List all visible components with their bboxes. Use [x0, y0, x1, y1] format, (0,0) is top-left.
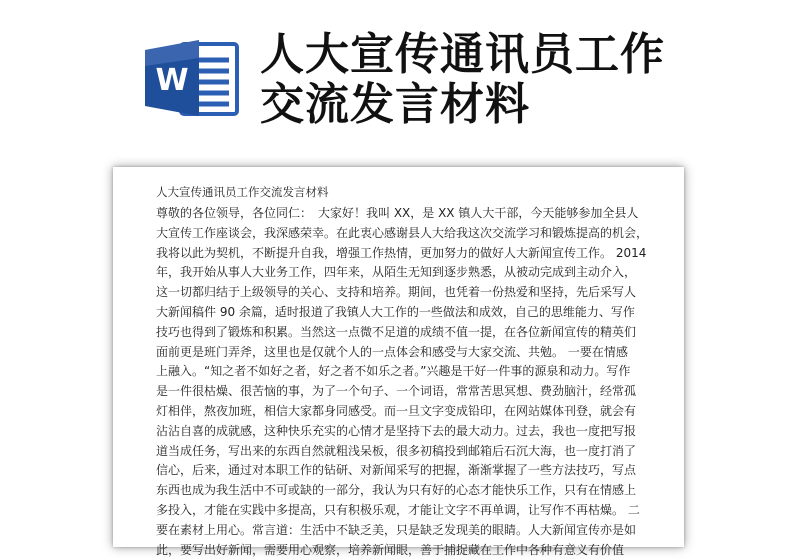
page-title — [260, 30, 760, 130]
word-document-icon — [143, 38, 243, 118]
document-page — [113, 167, 684, 557]
document-line: 尊敬的各位领导，各位同仁： 大家好！我叫 XX，是 XX 镇人大干部，今天能够参加全县人 — [156, 206, 639, 220]
document-line: 这一切都归结于上级领导的关心、支持和培养。期间，也凭着一份热爱和坚持，先后采写人 — [156, 285, 637, 300]
document-line: 大宣传工作座谈会，我深感荣幸。在此衷心感谢县人大给我这次交流学习和锻炼提高的机会， — [156, 225, 649, 240]
document-line: 东西也成为我生活中不可或缺的一部分，我认为只有好的心态才能快乐工作，只有在情感上 — [156, 483, 637, 498]
document-line: 上融入。“知之者不如好之者，好之者不如乐之者。”兴趣是干好一件事的源泉和动力。写作 — [156, 364, 631, 379]
document-title: 人大宣传通讯员工作交流发言材料 — [156, 185, 329, 199]
document-line: 多投入，才能在实践中多提高，只有积极乐观，才能让文字不再单调，让写作不再枯燥。 二 — [156, 502, 640, 517]
document-line: 我将以此为契机，不断提升自我，增强工作热情，更加努力的做好人大新闻宣传工作。 2014 — [156, 245, 647, 260]
document-body — [156, 204, 656, 560]
document-line: 技巧也得到了锻炼和积累。当然这一点微不足道的成绩不值一提，在各位新闻宣传的精英们 — [156, 324, 637, 339]
document-line: 面前更是班门弄斧，这里也是仅就个人的一点体会和感受与大家交流、共勉。 一要在情感 — [156, 344, 628, 359]
document-line: 大新闻稿件 90 余篇，适时报道了我镇人大工作的一些做法和成效，自己的思维能力、写作 — [156, 304, 635, 319]
document-line: 信心，后来，通过对本职工作的钻研、对新闻采写的把握，渐渐掌握了一些方法技巧，写点 — [156, 463, 637, 478]
page-title-line-2: 交流发言材料 — [260, 79, 530, 130]
header-banner — [0, 0, 800, 165]
document-line: 要在素材上用心。常言道：生活中不缺乏美，只是缺乏发现美的眼睛。人大新闻宣传亦是如 — [156, 522, 637, 537]
document-line: 年，我开始从事人大业务工作，四年来，从陌生无知到逐步熟悉，从被动完成到主动介入， — [156, 265, 637, 280]
word-letter: W — [155, 63, 189, 98]
page-title-line-1: 人大宣传通讯员工作 — [260, 29, 665, 80]
document-line: 此，要写出好新闻，需要用心观察，培养新闻眼，善于捕捉藏在工作中各种有意义有价值 — [156, 542, 625, 557]
document-line: 灯相伴，熬夜加班，相信大家都身同感受。而一旦文字变成铅印，在网站媒体刊登，就会有 — [156, 403, 637, 418]
document-line: 是一件很枯燥、很苦恼的事，为了一个句子、一个词语，常常苦思冥想、费劲脑汁，经常孤 — [156, 384, 637, 399]
document-line: 道当成任务，写出来的东西自然就粗浅呆板，很多初稿投到邮箱后石沉大海，也一度打消了 — [156, 443, 637, 458]
document-line: 沾沾自喜的成就感，这种快乐充实的心情才是坚持下去的最大动力。过去，我也一度把写报 — [156, 423, 637, 438]
